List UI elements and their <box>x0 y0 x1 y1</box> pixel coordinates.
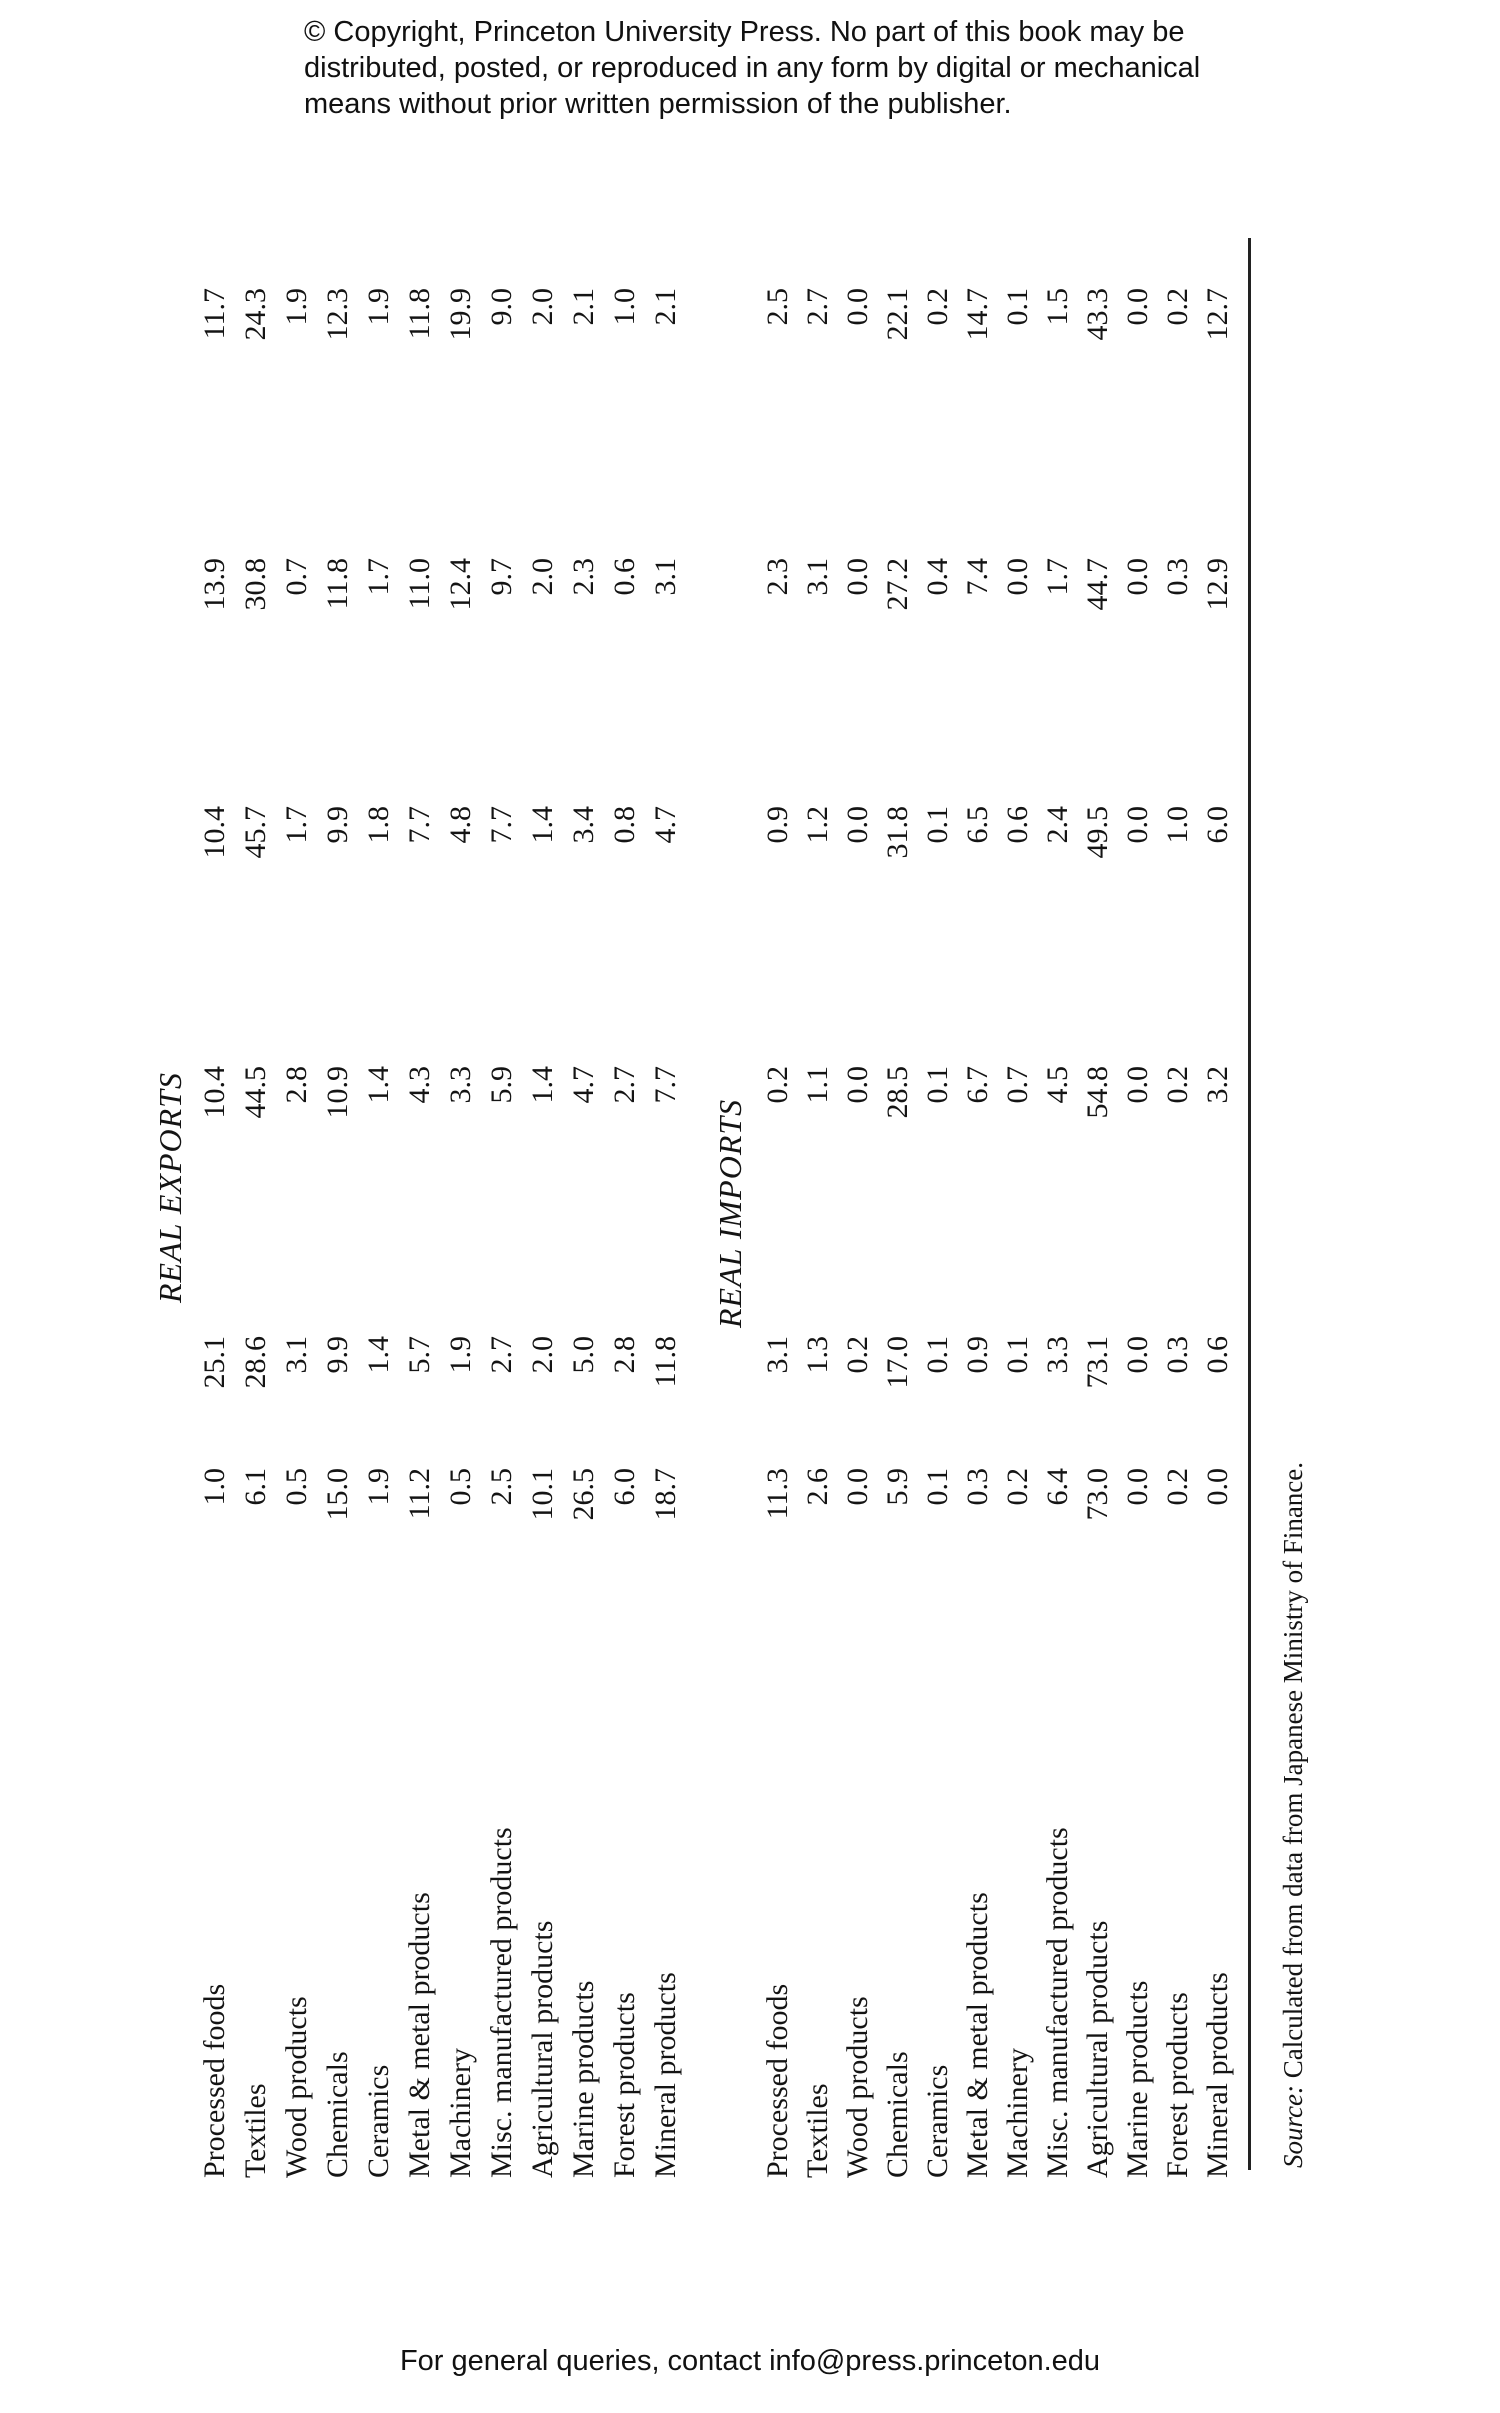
cell: 5.9 <box>485 1066 518 1104</box>
row-label: Wood products <box>280 1996 313 2178</box>
cell: 3.2 <box>1201 1066 1234 1104</box>
cell: 0.0 <box>1121 806 1154 844</box>
cell: 0.9 <box>761 806 794 844</box>
cell: 0.0 <box>1001 558 1034 596</box>
cell: 11.8 <box>649 1336 682 1388</box>
row-label: Textiles <box>239 2083 272 2178</box>
cell: 0.3 <box>1161 1336 1194 1374</box>
cell: 9.9 <box>321 1336 354 1374</box>
cell: 1.1 <box>801 1066 834 1104</box>
cell: 6.4 <box>1041 1468 1074 1506</box>
cell: 6.5 <box>961 806 994 844</box>
cell: 3.3 <box>1041 1336 1074 1374</box>
cell: 11.2 <box>403 1468 436 1520</box>
cell: 0.0 <box>1121 288 1154 326</box>
table-row <box>1118 278 1159 2178</box>
cell: 4.5 <box>1041 1066 1074 1104</box>
table-row <box>1198 278 1239 2178</box>
row-label: Wood products <box>841 1996 874 2178</box>
cell: 44.7 <box>1081 558 1114 611</box>
cell: 10.1 <box>526 1468 559 1521</box>
cell: 0.0 <box>841 558 874 596</box>
cell: 0.3 <box>961 1468 994 1506</box>
cell: 11.8 <box>403 288 436 340</box>
cell: 0.9 <box>961 1336 994 1374</box>
cell: 1.9 <box>362 1468 395 1506</box>
table-row <box>277 278 318 2178</box>
rotated-table <box>152 198 1330 2178</box>
contact-footer: For general queries, contact info@press.princeton.edu <box>399 2345 1101 2377</box>
cell: 12.3 <box>321 288 354 341</box>
cell: 18.7 <box>649 1468 682 1521</box>
cell: 0.1 <box>921 806 954 844</box>
cell: 11.7 <box>198 288 231 340</box>
row-label: Machinery <box>444 2048 477 2178</box>
row-label: Forest products <box>1161 1992 1194 2178</box>
cell: 0.2 <box>921 288 954 326</box>
table-row <box>958 278 999 2178</box>
table-row <box>1078 278 1119 2178</box>
cell: 1.9 <box>444 1336 477 1374</box>
cell: 0.1 <box>921 1468 954 1506</box>
row-label: Processed foods <box>198 1983 231 2178</box>
cell: 2.7 <box>801 288 834 326</box>
cell: 9.0 <box>485 288 518 326</box>
cell: 1.7 <box>280 806 313 844</box>
cell: 17.0 <box>881 1336 914 1389</box>
cell: 2.7 <box>485 1336 518 1374</box>
row-label: Textiles <box>801 2083 834 2178</box>
row-label: Forest products <box>608 1992 641 2178</box>
cell: 45.7 <box>239 806 272 859</box>
cell: 0.0 <box>1121 1336 1154 1374</box>
row-label: Agricultural products <box>526 1920 559 2178</box>
cell: 3.1 <box>280 1336 313 1374</box>
cell: 3.1 <box>761 1336 794 1374</box>
cell: 7.7 <box>403 806 436 844</box>
cell: 25.1 <box>198 1336 231 1389</box>
cell: 3.3 <box>444 1066 477 1104</box>
source-note <box>1278 1462 1309 2168</box>
cell: 4.3 <box>403 1066 436 1104</box>
cell: 0.5 <box>444 1468 477 1506</box>
cell: 0.0 <box>1121 558 1154 596</box>
row-label: Chemicals <box>321 2051 354 2178</box>
cell: 0.2 <box>761 1066 794 1104</box>
cell: 28.6 <box>239 1336 272 1389</box>
cell: 0.0 <box>841 1066 874 1104</box>
table-row <box>318 278 359 2178</box>
source-label: Source: <box>1278 2085 1308 2168</box>
cell: 0.3 <box>1161 558 1194 596</box>
cell: 7.4 <box>961 558 994 596</box>
cell: 1.4 <box>362 1336 395 1374</box>
cell: 44.5 <box>239 1066 272 1119</box>
table-row <box>918 278 959 2178</box>
cell: 0.5 <box>280 1468 313 1506</box>
cell: 13.9 <box>198 558 231 611</box>
table-row <box>523 278 564 2178</box>
cell: 15.0 <box>321 1468 354 1521</box>
cell: 1.9 <box>280 288 313 326</box>
table-row <box>400 278 441 2178</box>
row-label: Metal & metal products <box>403 1892 436 2178</box>
table-row <box>838 278 879 2178</box>
cell: 3.1 <box>649 558 682 596</box>
row-label: Mineral products <box>1201 1972 1234 2178</box>
row-label: Chemicals <box>881 2051 914 2178</box>
cell: 6.7 <box>961 1066 994 1104</box>
cell: 2.3 <box>761 558 794 596</box>
copyright-notice <box>304 14 1264 122</box>
cell: 0.2 <box>1161 1468 1194 1506</box>
cell: 5.9 <box>881 1468 914 1506</box>
cell: 2.4 <box>1041 806 1074 844</box>
table-row <box>1038 278 1079 2178</box>
cell: 9.7 <box>485 558 518 596</box>
cell: 9.9 <box>321 806 354 844</box>
copyright-line-2: distributed, posted, or reproduced in any form by digital or mechanical <box>304 52 1201 84</box>
table-row <box>359 278 400 2178</box>
table-row <box>998 278 1039 2178</box>
cell: 2.1 <box>567 288 600 326</box>
cell: 73.0 <box>1081 1468 1114 1521</box>
row-label: Mineral products <box>649 1972 682 2178</box>
table-row <box>482 278 523 2178</box>
cell: 6.1 <box>239 1468 272 1506</box>
cell: 30.8 <box>239 558 272 611</box>
cell: 12.4 <box>444 558 477 611</box>
cell: 2.5 <box>485 1468 518 1506</box>
table-row <box>236 278 277 2178</box>
cell: 10.4 <box>198 806 231 859</box>
cell: 6.0 <box>1201 806 1234 844</box>
cell: 31.8 <box>881 806 914 859</box>
table-row <box>564 278 605 2178</box>
cell: 0.1 <box>921 1336 954 1374</box>
cell: 1.7 <box>362 558 395 596</box>
cell: 22.1 <box>881 288 914 341</box>
cell: 0.0 <box>841 806 874 844</box>
cell: 2.8 <box>608 1336 641 1374</box>
cell: 0.6 <box>1201 1336 1234 1374</box>
cell: 5.7 <box>403 1336 436 1374</box>
copyright-line-3: means without prior written permission of the publisher. <box>304 88 1012 120</box>
cell: 2.5 <box>761 288 794 326</box>
cell: 0.7 <box>1001 1066 1034 1104</box>
row-label: Agricultural products <box>1081 1920 1114 2178</box>
row-label: Processed foods <box>761 1983 794 2178</box>
cell: 19.9 <box>444 288 477 341</box>
cell: 2.6 <box>801 1468 834 1506</box>
table-row <box>605 278 646 2178</box>
cell: 0.1 <box>921 1066 954 1104</box>
cell: 27.2 <box>881 558 914 611</box>
cell: 1.8 <box>362 806 395 844</box>
cell: 0.7 <box>280 558 313 596</box>
table-row <box>646 278 687 2178</box>
cell: 0.6 <box>608 558 641 596</box>
cell: 0.1 <box>1001 288 1034 326</box>
source-text: Calculated from data from Japanese Ministry of Finance. <box>1278 1461 1308 2086</box>
cell: 5.0 <box>567 1336 600 1374</box>
cell: 0.0 <box>841 1468 874 1506</box>
cell: 2.3 <box>567 558 600 596</box>
cell: 0.4 <box>921 558 954 596</box>
cell: 4.7 <box>567 1066 600 1104</box>
cell: 11.3 <box>761 1468 794 1520</box>
cell: 28.5 <box>881 1066 914 1119</box>
cell: 0.2 <box>1001 1468 1034 1506</box>
cell: 10.4 <box>198 1066 231 1119</box>
cell: 1.0 <box>1161 806 1194 844</box>
cell: 1.9 <box>362 288 395 326</box>
row-label: Misc. manufactured products <box>485 1827 518 2178</box>
cell: 11.0 <box>403 558 436 610</box>
cell: 0.1 <box>1001 1336 1034 1374</box>
table-row <box>195 278 236 2178</box>
cell: 14.7 <box>961 288 994 341</box>
row-label: Marine products <box>567 1980 600 2178</box>
cell: 1.0 <box>198 1468 231 1506</box>
table-row <box>441 278 482 2178</box>
row-label: Ceramics <box>921 2064 954 2178</box>
cell: 12.9 <box>1201 558 1234 611</box>
table-row <box>878 278 919 2178</box>
cell: 0.0 <box>1201 1468 1234 1506</box>
cell: 11.8 <box>321 558 354 610</box>
cell: 0.6 <box>1001 806 1034 844</box>
cell: 24.3 <box>239 288 272 341</box>
cell: 1.4 <box>526 1066 559 1104</box>
cell: 1.7 <box>1041 558 1074 596</box>
table-row <box>758 278 799 2178</box>
cell: 1.3 <box>801 1336 834 1374</box>
table-row <box>798 278 839 2178</box>
cell: 2.0 <box>526 288 559 326</box>
row-label: Marine products <box>1121 1980 1154 2178</box>
cell: 26.5 <box>567 1468 600 1521</box>
row-label: Ceramics <box>362 2064 395 2178</box>
section-title-exports: REAL EXPORTS <box>152 1072 188 1303</box>
cell: 4.8 <box>444 806 477 844</box>
cell: 0.2 <box>841 1336 874 1374</box>
cell: 2.7 <box>608 1066 641 1104</box>
cell: 10.9 <box>321 1066 354 1119</box>
cell: 0.2 <box>1161 288 1194 326</box>
cell: 0.0 <box>841 288 874 326</box>
cell: 49.5 <box>1081 806 1114 859</box>
copyright-line-1: © Copyright, Princeton University Press. No part of this book may be <box>304 16 1185 48</box>
row-label: Metal & metal products <box>961 1892 994 2178</box>
cell: 2.1 <box>649 288 682 326</box>
cell: 1.2 <box>801 806 834 844</box>
cell: 1.5 <box>1041 288 1074 326</box>
cell: 12.7 <box>1201 288 1234 341</box>
cell: 1.0 <box>608 288 641 326</box>
table-bottom-rule <box>1248 238 1251 2170</box>
cell: 1.4 <box>362 1066 395 1104</box>
cell: 43.3 <box>1081 288 1114 341</box>
cell: 3.1 <box>801 558 834 596</box>
cell: 6.0 <box>608 1468 641 1506</box>
cell: 2.0 <box>526 558 559 596</box>
cell: 7.7 <box>485 806 518 844</box>
cell: 1.4 <box>526 806 559 844</box>
cell: 0.0 <box>1121 1468 1154 1506</box>
table-row <box>1158 278 1199 2178</box>
cell: 3.4 <box>567 806 600 844</box>
cell: 54.8 <box>1081 1066 1114 1119</box>
cell: 4.7 <box>649 806 682 844</box>
cell: 73.1 <box>1081 1336 1114 1389</box>
row-label: Machinery <box>1001 2048 1034 2178</box>
cell: 0.8 <box>608 806 641 844</box>
cell: 7.7 <box>649 1066 682 1104</box>
cell: 0.2 <box>1161 1066 1194 1104</box>
cell: 0.0 <box>1121 1066 1154 1104</box>
cell: 2.8 <box>280 1066 313 1104</box>
row-label: Misc. manufactured products <box>1041 1827 1074 2178</box>
section-title-imports: REAL IMPORTS <box>712 1098 748 1328</box>
cell: 2.0 <box>526 1336 559 1374</box>
